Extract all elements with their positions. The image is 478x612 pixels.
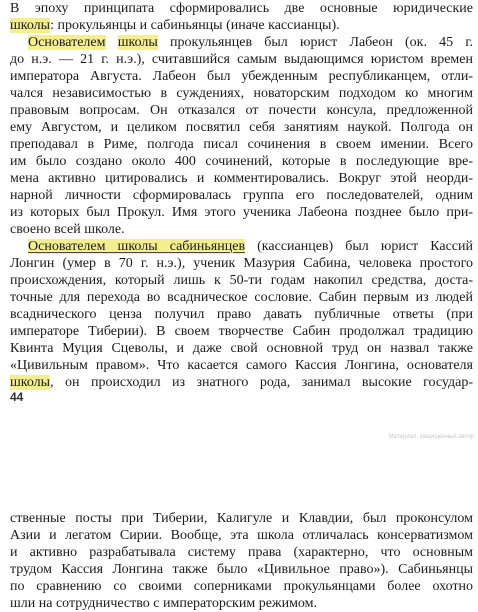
text-span: Квинта Муция Сцеволы, и даже свой основной труд он назвал также [10, 341, 473, 356]
highlight[interactable]: Основателем школы сабиньянцев [28, 239, 246, 254]
text-span: им было создано около 400 сочинений, которые в последующие вре- [10, 154, 473, 169]
text-line [10, 204, 473, 221]
text-span: (кассианцев) был юрист Кассий [245, 239, 474, 254]
text-line [10, 34, 473, 51]
highlight[interactable]: школы [10, 375, 51, 390]
text-line [10, 187, 473, 204]
text-line [10, 119, 473, 136]
text-line [10, 170, 473, 187]
text-span: чался независимостью в суждениях, новаторским подходом ко многим [10, 86, 473, 101]
text-span: «Цивильным правом». Что касается самого Кассия Лонгина, основателя [10, 358, 473, 373]
text-line [10, 102, 473, 119]
text-span: точные для перехода во всадническое сословие. Сабин первым из людей [10, 290, 473, 305]
text-line [10, 51, 473, 68]
text-span: ему Августом, и целиком посвятил себя занятиям наукой. Полгода он [10, 120, 473, 135]
text-line [10, 374, 473, 391]
text-line [10, 153, 473, 170]
text-span: преподавал в Риме, полгода писал сочинения в своем имении. Всего [10, 137, 473, 152]
text-line: шли на сотрудничество с императорским режимом. [10, 596, 318, 611]
text-span: из которых был Прокул. Имя этого ученика Лабеона позднее было при- [10, 205, 473, 220]
watermark: Материал, защищенный автор [388, 434, 474, 440]
text-line [10, 357, 473, 374]
text-line [10, 272, 473, 289]
text-span: до н.э. — 21 г. н.э.), считавшийся самым выдающимся юристом времен [10, 52, 473, 67]
text-line [10, 255, 473, 272]
text-line [10, 323, 473, 340]
text-line: по сравнению со своими соперниками прокульянцами более охотно [10, 579, 473, 594]
highlight[interactable]: Основателем [28, 35, 106, 50]
text-line: ственные посты при Тиберии, Калигуле и Клавдии, был проконсулом [10, 511, 473, 526]
text-span: прокульянцев был юрист Лабеон (ок. 45 г. [157, 35, 474, 50]
text-span: императора Августа. Лабеон был убежденным республиканцем, отли- [10, 69, 473, 84]
text-span: императоре Тиберии). В своем творчестве Сабин продолжал традицию [10, 324, 473, 339]
text-line [10, 289, 473, 306]
text-line: Азии и легатом Сирии. Вообще, эта школа отличалась консерватизмом [10, 528, 473, 543]
top-page-last-line [10, 374, 473, 391]
text-line: трудом Кассия Лонгина также было «Цивильное право»). Сабиньянцы [10, 562, 473, 577]
text-span: мена активно цитировались и комментировались. Вокруг этой неорди- [10, 171, 473, 186]
page-number: 44 [10, 390, 24, 404]
text-line [10, 221, 473, 238]
text-span: происхождения, который лишь к 50-ти годам накопил средства, доста- [10, 273, 473, 288]
highlight[interactable]: школы [10, 18, 51, 33]
text-span: : прокульянцы и сабиньянцы (иначе кассианцы). [50, 18, 340, 33]
top-page [10, 0, 473, 416]
text-span: нарной личности сформировалась группа его последователей, одним [10, 188, 473, 203]
text-line [10, 306, 473, 323]
text-line [10, 17, 473, 34]
text-span: своено всей школе. [10, 222, 125, 237]
text-line [10, 340, 473, 357]
text-span: , он происходил из знатного рода, занимал высокие государ- [50, 375, 473, 390]
highlight[interactable]: школы [117, 35, 158, 50]
text-line: и активно разрабатывала систему права (характерно, что основным [10, 545, 473, 560]
text-line [10, 85, 473, 102]
text-span: правовым вопросам. Он отказался от почести консула, предложенной [10, 103, 473, 118]
text-line [10, 136, 473, 153]
text-span: Лонгин (умер в 70 г. н.э.), ученик Мазурия Сабина, человека простого [10, 256, 473, 271]
text-line [10, 0, 473, 17]
bottom-page [10, 510, 473, 609]
page-gap [0, 416, 478, 510]
text-line [10, 238, 473, 255]
text-span [106, 35, 118, 50]
text-span: В эпоху принципата сформировались две основные юридические [10, 1, 473, 16]
text-line [10, 68, 473, 85]
text-span: всаднического ценза получил право давать публичные ответы (при [10, 307, 473, 322]
